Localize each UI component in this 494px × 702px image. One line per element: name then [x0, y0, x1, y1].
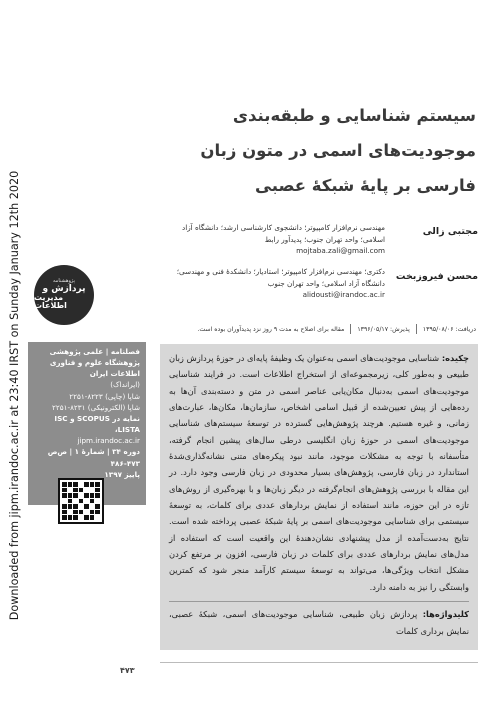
abstract-box — [160, 344, 478, 650]
author-1-email[interactable]: mojtaba.zali@gmail.com — [296, 246, 385, 256]
abstract-label: چکیده: — [441, 353, 470, 363]
keywords-text: پردازش زبان طبیعی، شناسایی موجودیت‌های اسمی، شبکۀ عصبی، نمایش برداری کلمات — [169, 609, 469, 636]
accepted-date: پذیرش: ۱۳۹۶/۰۵/۱۷ — [357, 325, 410, 333]
keywords-paragraph — [169, 601, 469, 639]
dates-row — [160, 321, 476, 337]
issn-print: شاپا (چاپی) ۸۲۲۳-۲۲۵۱ — [69, 391, 140, 401]
footer-divider — [160, 662, 478, 663]
journal-logo — [34, 265, 94, 325]
download-stamp-text: Downloaded from jipm.irandoc.ac.ir at 23:40 IRST on Sunday January 12th 2020 — [8, 170, 22, 620]
author-1-affiliation-text: مهندسی نرم‌افزار کامپیوتر؛ دانشجوی کارشناسی ارشد؛ دانشگاه آزاد اسلامی؛ واحد تهران جنوب؛ — [182, 223, 385, 244]
author-1-affiliation — [160, 222, 385, 257]
keywords-label: کلیدواژه‌ها: — [422, 609, 469, 620]
logo-line-2: پردازش و — [42, 283, 86, 294]
abstract-paragraph — [169, 350, 469, 595]
revision-note: مقاله برای اصلاح به مدت ۹ روز نزد پدیدآوران بوده است. — [197, 325, 345, 333]
qr-code-icon — [58, 478, 104, 524]
author-2-email[interactable]: alidousti@irandoc.ac.ir — [302, 290, 385, 300]
abstract-text: شناسایی موجودیت‌های اسمی به‌عنوان یک وظیفۀ پایه‌ای در حوزۀ پردازش زبان طبیعی و به‌طور کلی، زیرمجموعه‌ای از استخراج اطلاعات است. در فرایند شناسایی موجودیت‌های اسمی به‌دنبال مکان‌یابی عناصر اسمی در متن و دسته‌بندی آن‌ها به رده‌هایی از پیش تعیین‌شده از قبیل اسامی اشخاص، سازمان‌ها، مکان‌ها، عبارت‌های زمانی، و غیره هستیم. هرچند پژوهش‌هایی گسترده در توسعۀ سیستم‌های شناسایی موجودیت‌های اسمی در حوزۀ زبان انگلیسی درطی سال‌های پیشین انجام گرفته، متأسفانه با توجه به مشکلات موجود، مانند نبود پیکره‌های متنی نشانه‌گذاری‌شدۀ استاندارد در زبان فارسی، پژوهش‌های بسیار محدودی در زبان فارسی وجود دارد. در این مقاله با بررسی پژوهش‌های انجام‌گرفته در دیگر زبان‌ها و با بهره‌گیری از روش‌های تازه در این حوزه، مانند استفاده از نمایش بردارهای عددی برای کلمات، به توسعۀ سیستمی برای شناسایی موجودیت‌های اسمی بر پایۀ شبکۀ عصبی پرداخته شده است. نتایج به‌دست‌آمده از مدل پیشنهادی نشان‌دهندۀ این واقعیت است که استفاده از مدل‌های نمایش بردارهای عددی برای کلمات در زبان فارسی، افزون بر مرتفع کردن مشکل انتخاب ویژگی‌ها، می‌تواند به توسعۀ سیستم کارآمد منجر شود که کمترین وابستگی را نیز به دامنه دارد. — [169, 353, 469, 592]
article-title: سیستم شناسایی و طبقه‌بندی موجودیت‌های اسمی در متون زبان فارسی بر پایۀ شبکۀ عصبی — [200, 106, 476, 195]
journal-season: پاییز ۱۳۹۷ — [104, 469, 140, 479]
author-2-affiliation-text: دکتری؛ مهندسی نرم‌افزار کامپیوتر؛ استادیار؛ دانشکدۀ فنی و مهندسی؛ دانشگاه آزاد اسلامی؛ واحد تهران جنوب — [176, 267, 385, 288]
logo-line-3: مدیریت اطلاعات — [34, 292, 67, 311]
author-2-affiliation — [160, 266, 385, 301]
corresponding-author-label: پدیدآور رابط — [264, 234, 302, 244]
journal-publisher-sub: (ایرانداک) — [110, 380, 140, 390]
page-number: ۴۷۳ — [120, 666, 135, 675]
logo-line-1: پژوهشنامه — [52, 278, 76, 285]
issn-online: شاپا (الکترونیکی) ۸۲۳۱-۲۲۵۱ — [52, 402, 140, 412]
journal-website[interactable]: jipm.irandoc.ac.ir — [77, 436, 140, 446]
download-stamp — [4, 160, 26, 630]
journal-type: فصلنامه | علمی پژوهشی — [49, 347, 140, 356]
date-separator — [416, 324, 417, 334]
author-2-name: محسن فیروزبخت — [395, 271, 478, 282]
date-separator — [350, 324, 351, 334]
journal-publisher: پژوهشگاه علوم و فناوری اطلاعات ایران — [49, 358, 140, 379]
author-1-name: مجتبی زالی — [422, 226, 478, 237]
journal-indexing: نمایه در SCOPUS و ISC ،LISTA — [54, 413, 140, 435]
journal-volume: دوره ۳۴ | شمارۀ ۱ | ص‌ص ۴۷۳-۴۸۶ — [47, 447, 140, 468]
received-date: دریافت: ۱۳۹۵/۰۸/۰۶ — [422, 325, 476, 333]
